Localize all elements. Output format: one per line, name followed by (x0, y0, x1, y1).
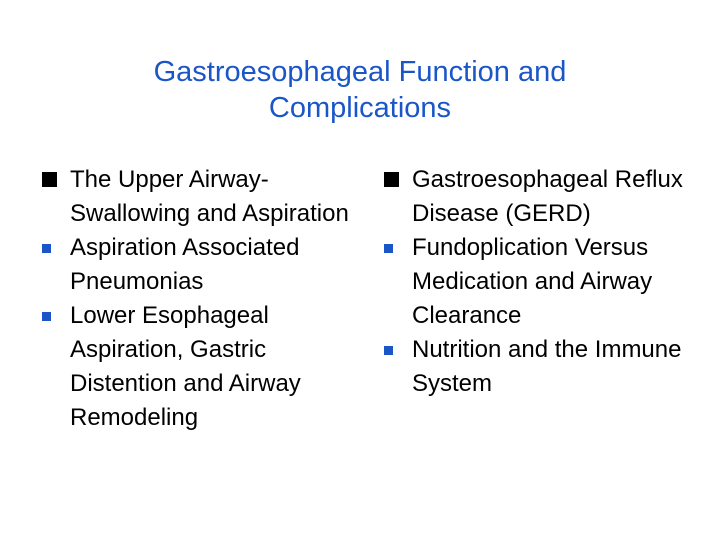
left-column (38, 163, 358, 435)
right-bullet-2 (380, 231, 716, 333)
left-bullet-2 (38, 231, 358, 299)
small-square-bullet-icon (42, 312, 51, 321)
left-bullet-1 (38, 163, 358, 231)
small-square-bullet-icon (384, 346, 393, 355)
left-bullet-1-text: The Upper Airway- Swallowing and Aspiration (70, 166, 349, 227)
square-bullet-icon (42, 172, 57, 187)
left-bullet-2-text: Aspiration Associated Pneumonias (70, 234, 300, 295)
right-column (380, 163, 716, 401)
slide-title-line-1: Gastroesophageal Function and (153, 56, 567, 88)
small-square-bullet-icon (384, 244, 393, 253)
right-bullet-1-text: Gastroesophageal Reflux Disease (GERD) (412, 166, 683, 227)
square-bullet-icon (384, 172, 399, 187)
slide-title (60, 54, 660, 126)
small-square-bullet-icon (42, 244, 51, 253)
right-bullet-3 (380, 333, 716, 401)
left-bullet-3 (38, 299, 358, 435)
right-bullet-1 (380, 163, 716, 231)
right-bullet-2-text: Fundoplication Versus Medication and Airway Clearance (412, 234, 653, 329)
slide-title-line-2: Complications (268, 92, 452, 124)
right-bullet-3-text: Nutrition and the Immune System (412, 336, 682, 397)
left-bullet-3-text: Lower Esophageal Aspiration, Gastric Distention and Airway Remodeling (70, 302, 301, 431)
